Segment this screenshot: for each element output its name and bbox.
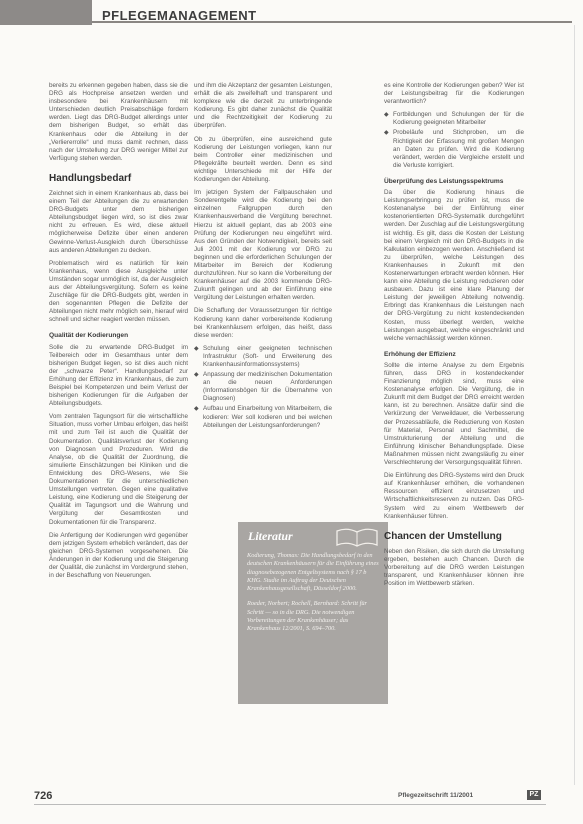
paragraph: Da über die Kodierung hinaus die Leistungserbringung zu prüfen ist, muss die Kostenanalyse bei der Einführung einer kostenorientierten DRG-Systematik durchgeführt werden. Der Zuschlag auf die Leistungsvergütung ist wichtig. Es gilt, dass die Kosten der Leistung bei einem Vergleich mit den DRG-Budgets in die Kalkulation einbezogen werden. Anschließend ist zu überprüfen, welche Leistungen des Krankenhauses in Zukunft mit den Kostenerwartungen erbracht werden können. Hier kann eine Abteilung die Leistung reduzieren oder ausbauen. Dazu ist eine klare Planung der Leistung der jeweiligen Abteilung notwendig. Erbringt das Krankenhaus die Leistungen nach der DRG-Vergütung zu nicht kostendeckenden Kosten, muss überlegt werden, welche Leistungen ausgebaut, welche eingeschränkt und welche vernachlässigt werden können. xyxy=(384,189,524,342)
open-book-icon xyxy=(333,525,381,549)
publication-info: Pflegezeitschrift 11/2001 xyxy=(398,792,474,799)
paragraph: Die Schaffung der Voraussetzungen für richtige Kodierung kann daher vorbereitende Kodierung bei Krankenhäusern erfolgen, das heißt, dass diese werden: xyxy=(194,307,332,339)
paragraph: und ihm die Akzeptanz der gesamten Leistungen, erhält die als zweifelhaft und transparent und komplexe wie die derzeit zu unterbringende Kodierung. Es gibt daher zunächst die Qualität und die Rechtzeitigkeit der Kodierung zu überprüfen. xyxy=(194,82,332,130)
bullet-list xyxy=(384,111,524,170)
bullet-list xyxy=(194,345,332,430)
citation: Roeder, Norbert; Rochell, Bernhard: Schritt für Schritt — so in die DRG. Die notwendigen Vorbereitungen der Krankenhäuser; das Krankenhaus 12/2001, S. 694–700. xyxy=(247,600,367,633)
text-column-1 xyxy=(49,82,188,585)
subheading: Erhöhung der Effizienz xyxy=(384,350,456,358)
list-item: ◆ Probeläufe und Stichproben, um die Richtigkeit der Erfassung mit großen Mengen an Daten zu prüfen. Wird die Kodierung verändert, werden die Vergleiche erstellt und die Verluste korrigiert. xyxy=(384,129,524,169)
subheading: Überprüfung des Leistungsspektrums xyxy=(384,177,504,185)
citation: Kodierung, Thomas: Die Handlungsbedarf in den deutschen Krankenhäusern für die Einführung eines diagnosebezogenen Entgeltsystems nach § 17 b KHG. Studie im Auftrag der Deutschen Krankenhausgesellschaft, Düsseldorf 2000. xyxy=(247,552,379,593)
paragraph: Zeichnet sich in einem Krankenhaus ab, dass bei einem Teil der Abteilungen die zu erwartenden DRG-Budgets unter dem bisherigen Abteilungsbudget liegen wird, so ist dies zwar nicht zu erfreuen. Es wird, diese aktuell möglicherweise Defizite über einen anderen Gewinne-Verlust-Ausgleich durch Überschüsse aus anderen Abteilungen zu decken. xyxy=(49,189,188,254)
literature-body xyxy=(247,552,379,641)
paragraph: Problematisch wird es natürlich für kein Krankenhaus, wenn diese Ausgleiche unter Umständen sogar unmöglich ist, da der Ausgleich aus der Abteilungsvergütung. Sofern es keine Zuschläge für die DRG-Budgets gibt, werden in den sogenannten Pflegen die Defizite der Abteilungen nicht mehr möglich sein, hierauf wird schnell und sicher reagiert werden müssen. xyxy=(49,259,188,324)
paragraph: Die Anfertigung der Kodierungen wird gegenüber dem jetzigen System erheblich verändert, das der gleichen DRG-Systemen vorgesehenen. Die Änderungen in der Kodierung und die Steigerung der Qualität, die zunächst im Vordergrund stehen, in der Beschaffung von Neuerungen. xyxy=(49,531,188,580)
right-edge-rule xyxy=(574,25,575,785)
paragraph: es eine Kontrolle der Kodierungen geben? Wer ist der Leistungsbeitrag für die Kodierungen verantwortlich? xyxy=(384,82,524,106)
page-number: 726 xyxy=(34,790,53,802)
header-corner-block xyxy=(0,0,92,25)
subheading: Qualität der Kodierungen xyxy=(49,332,129,340)
section-title: PFLEGEMANAGEMENT xyxy=(102,8,257,23)
paragraph: bereits zu erkennen gegeben haben, dass sie die DRG als Hochpreise ansetzen werden und insbesondere bei Krankenhäusern mit Unterschieden deutlich Preisabschläge fordern werden. Liegt das DRG-Budget allerdings unter dem bisherigen Budget, so erhält das Krankenhaus oder die Abteilung in der „Verliererrolle“ und muss damit rechnen, dass nach der Umstellung zur DRG weniger Mittel zur Verfügung stehen werden. xyxy=(49,82,188,162)
section-heading: Handlungsbedarf xyxy=(49,172,132,184)
paragraph: Ob zu überprüfen, eine ausreichend gute Kodierung der Leistungen vorliegen, kann nur beim Controller einer medizinischen und Pflegekräfte beurteilt werden. Denn es sind wichtige Unterschiede mit der Hilfe der Kodierungen der Abteilung. xyxy=(194,135,332,184)
text-column-2 xyxy=(194,82,332,435)
paragraph: Neben den Risiken, die sich durch die Umstellung ergeben, bestehen auch Chancen. Durch die Vorbereitung auf die DRG werden Leistungen transparent, und Krankenhäuser können ihre Position im Wettbewerb stärken. xyxy=(384,547,524,588)
literature-title: Literatur xyxy=(248,529,293,543)
footer-rule xyxy=(34,804,546,805)
literature-box xyxy=(238,522,388,704)
section-heading: Chancen der Umstellung xyxy=(384,530,502,542)
list-item: ◆ Anpassung der medizinischen Dokumentation an die neuen Anforderungen (Informationsbögen für die Übernahme von Diagnosen) xyxy=(194,371,332,403)
text-column-3 xyxy=(384,82,524,593)
paragraph: Die Einführung des DRG-Systems wird den Druck auf Krankenhäuser erhöhen, die vorhandenen Ressourcen effizient einzusetzen und Wirtschaftlichkeitsreserven zu nutzen. Das DRG-System wird zu einem Wettbewerb der Krankenhäuser führen. xyxy=(384,472,524,520)
list-item: ◆ Schulung einer geeigneten technischen Infrastruktur (Soft- und Erweiterung des Krankenhausinformationssystems) xyxy=(194,345,332,369)
paragraph: Sollte die interne Analyse zu dem Ergebnis führen, dass DRG in kostendeckender Finanzierung möglich sind, muss eine Kostenanalyse erfolgen. Die Vergütung, die in Zukunft mit dem Budget der DRG erreicht werden kann, ist zu berechnen. Ansätze dafür sind die Verkürzung der Verweildauer, die Verbesserung der Prozessabläufe, die Reduzierung von Kosten für Material, Personal und Sachmittel, die Umstrukturierung der Abteilung und die Einführung klinischer Behandlungspfade. Diese Maßnahmen müssen nicht zwangsläufig zu einer Verschlechterung der Versorgungsqualität führen. xyxy=(384,361,524,467)
list-item: ◆ Fortbildungen und Schulungen der für die Kodierung geeigneten Mitarbeiter xyxy=(384,111,524,127)
list-item: ◆ Aufbau und Einarbeitung von Mitarbeitern, die kodieren: Wer soll kodieren und bei welchen Abteilungen der Leistungsanforderungen? xyxy=(194,405,332,429)
paragraph: Im jetzigen System der Fallpauschalen und Sonderentgelte wird die Kodierung bei den einzelnen Fallgruppen durch den Krankenhausverband die Vergütung berechnet. Hierzu ist aktuell geplant, das ab 2003 eine Prüfung der Kodierungen neu eingeführt wird. Aus den Gründen der Notwendigkeit, bereits seit Juli 2001 mit der Kodierung vor DRG zu beginnen und die erforderlichen Schulungen der Mitarbeiter im Bereich der Kodierung durchzuführen. Nur so kann die Vorbereitung der Krankenhäuser auf die 2003 kommende DRG-Zukunft gelingen und ab der Einführung eine Vergütung der Leistungen erhalten werden. xyxy=(194,189,332,302)
publication-logo: PZ xyxy=(527,790,541,800)
paragraph: Solle die zu erwartende DRG-Budget im Teilbereich oder im Gesamthaus unter dem bisherigen Budget liegen, so ist dies auch nicht der „schwarze Peter“. Handlungsbedarf zur Erhöhung der Effizienz im Krankenhaus, die zum Beispiel bei Kompetenzen und beim Verlust der bisherigen Kodierungen für die Aufgaben der Abteilungsbudgets. xyxy=(49,343,188,408)
paragraph: Vom zentralen Tagungsort für die wirtschaftliche Situation, muss vorher Umbau erfolgen, das heißt mit und zum Teil ist auch die Qualität der Dokumentation. Qualitätsverlust der Kodierung von Diagnosen und Prozeduren. Wird die Analyse, ob die Qualität der Zuordnung, die simulierte Einschätzungen bei Kliniken und die Entwicklung des DRG-Wesens, wie Sie Dokumentationen für die unterschiedlichen Umstellungen vertreten. Gegen eine qualitative Leistung, eine Kodierung und die Steigerung der Qualität im Tagungsort und die Wahrung und Vergütung der Gesamtkosten und Dokumentationen für die Transparenz. xyxy=(49,413,188,526)
